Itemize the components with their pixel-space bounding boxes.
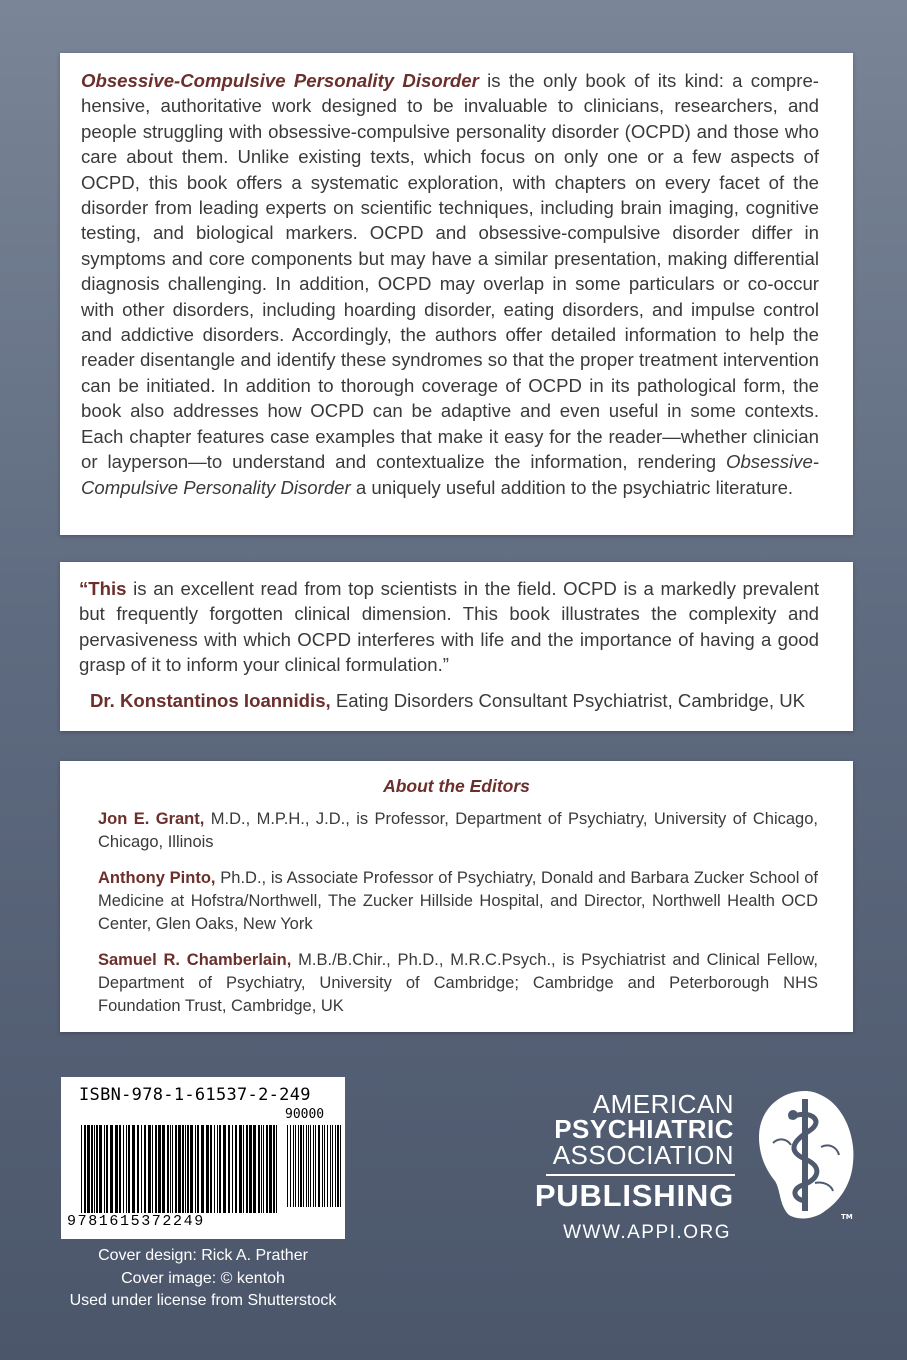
- barcode-bar: [115, 1125, 118, 1213]
- barcode-bar: [322, 1125, 323, 1207]
- barcode-bar: [197, 1125, 199, 1213]
- barcode-bar: [276, 1125, 277, 1213]
- barcode-bar: [190, 1125, 193, 1213]
- cover-image-credit: Cover image: © kentoh: [121, 1270, 285, 1287]
- barcode-bar: [104, 1125, 105, 1213]
- isbn-barcode: [61, 1077, 345, 1239]
- price-addon-label: 90000: [285, 1107, 325, 1122]
- barcode-bar: [266, 1125, 268, 1213]
- barcode-bar: [219, 1125, 221, 1213]
- barcode-bar: [96, 1125, 98, 1213]
- editor-entry: [98, 867, 818, 936]
- barcode-bar: [144, 1125, 146, 1213]
- license-credit: Used under license from Shutterstock: [69, 1292, 337, 1309]
- editor-bio: M.B./B.Chir., Ph.D., M.R.C.Psych., is Psychiatrist and Clinical Fellow, Department of Psychiatry, University of Cambridge; Cambridge and Peterborough NHS Foundation Trust, Cambridge, UK: [98, 951, 819, 1015]
- book-title-italic: Obsessive-Compulsive Personality Disorder: [81, 70, 479, 91]
- barcode-bar: [167, 1125, 169, 1213]
- barcode-bar: [128, 1125, 130, 1213]
- barcode-bar: [182, 1125, 184, 1213]
- barcode-bar: [206, 1125, 209, 1213]
- barcode-bar: [235, 1125, 237, 1213]
- editors-heading: About the Editors: [383, 776, 530, 796]
- barcode-bar: [148, 1125, 151, 1213]
- barcode-bar: [327, 1125, 328, 1207]
- barcode-bar: [258, 1125, 260, 1213]
- barcode-bar: [243, 1125, 244, 1213]
- barcode-bar: [306, 1125, 307, 1207]
- barcode-bar: [330, 1125, 331, 1207]
- barcode-bar: [340, 1125, 341, 1207]
- barcode-bar: [123, 1125, 124, 1213]
- barcode-bar: [318, 1125, 320, 1207]
- barcode-bar: [172, 1125, 173, 1213]
- endorsement-quote: [79, 576, 819, 678]
- editor-name: Jon E. Grant,: [98, 810, 205, 828]
- barcode-bar: [119, 1125, 121, 1213]
- editor-bio: Ph.D., is Associate Professor of Psychiatry, Donald and Barbara Zucker School of Medicine at Hofstra/Northwell, The Zucker Hillside Hospital, and Director, Northwell Health OCD Center, Glen Oaks, New York: [98, 869, 818, 933]
- barcode-bar: [313, 1125, 314, 1207]
- publisher-divider: [546, 1174, 735, 1176]
- editor-entry: [98, 949, 818, 1018]
- barcode-bar: [99, 1125, 102, 1213]
- barcode-bar: [141, 1125, 142, 1213]
- barcode-bar: [81, 1125, 82, 1213]
- barcode-bar: [223, 1125, 226, 1213]
- barcode-bar: [91, 1125, 93, 1213]
- barcode-bar: [303, 1125, 304, 1207]
- isbn-label: ISBN-978-1-61537-2-249: [79, 1085, 311, 1105]
- barcode-bar: [152, 1125, 153, 1213]
- barcode-bar: [214, 1125, 215, 1213]
- barcode-bar: [110, 1125, 113, 1213]
- barcode-bar: [185, 1125, 186, 1213]
- publisher-line-american: AMERICAN: [592, 1089, 734, 1119]
- quote-text: is an excellent read from top scientists in the field. OCPD is a markedly prevalent but frequently forgotten clinical dimension. This book illustrates the complexity and pervasiveness with which OCPD interferes with life and the importance of having a good grasp of it to inform your clinical formulation.”: [79, 578, 819, 676]
- endorser-role: Eating Disorders Consultant Psychiatrist, Cambridge, UK: [330, 690, 806, 711]
- barcode-bar: [195, 1125, 196, 1213]
- barcode-bar: [201, 1125, 204, 1213]
- barcode-bar: [106, 1125, 108, 1213]
- barcode-addon-bars: [287, 1125, 341, 1207]
- barcode-bar: [295, 1125, 296, 1207]
- barcode-bar: [228, 1125, 230, 1213]
- barcode-bar: [239, 1125, 242, 1213]
- quote-open: “This: [79, 578, 127, 599]
- barcode-bar: [310, 1125, 311, 1207]
- barcode-bar: [300, 1125, 302, 1207]
- barcode-bar: [263, 1125, 264, 1213]
- barcode-bar: [249, 1125, 252, 1213]
- barcode-bar: [137, 1125, 139, 1213]
- barcode-bar: [315, 1125, 316, 1207]
- trademark-label: TM: [841, 1213, 853, 1221]
- barcode-bar: [84, 1125, 86, 1213]
- barcode-bar: [210, 1125, 212, 1213]
- barcode-bar: [178, 1125, 181, 1213]
- endorsement-attribution: [90, 688, 805, 713]
- endorsement-panel: [60, 562, 853, 731]
- cover-design-credit: Cover design: Rick A. Prather: [98, 1247, 308, 1264]
- publisher-website: WWW.APPI.ORG: [563, 1222, 731, 1243]
- barcode-bar: [298, 1125, 299, 1207]
- barcode-bar: [132, 1125, 135, 1213]
- barcode-bar: [155, 1125, 157, 1213]
- barcode-bar: [287, 1125, 288, 1207]
- editor-bio: M.D., M.P.H., J.D., is Professor, Department of Psychiatry, University of Chicago, Chicago, Illinois: [98, 810, 818, 851]
- barcode-bar: [170, 1125, 171, 1213]
- barcode-bar: [246, 1125, 248, 1213]
- barcode-bar: [162, 1125, 165, 1213]
- publisher-line-publishing: PUBLISHING: [534, 1178, 734, 1213]
- description-body-2: a uniquely useful addition to the psychiatric literature.: [350, 476, 794, 498]
- barcode-bar: [332, 1125, 333, 1207]
- description-body-1: is the only book of its kind: a comprehensive, authoritative work designed to be invaluable to clinicians, researchers, and people struggling with obsessive-compulsive personality disorder (OCPD) and those who care about them. Unlike existing texts, which focus on only one or a few aspects of OCPD, this book offers a systematic exploration, with chapters on every facet of the disorder from leading experts on scientific techniques, including brain imaging, cognitive testing, and biological markers. OCPD and obsessive-compulsive disorder differ in symptoms and core components but may have a similar presentation, making differential diagnosis challenging. In addition, OCPD may overlap in some particulars or co-occur with other disorders, including hoarding disorder, eating disorders, and impulse control and addictive disorders. Accordingly, the authors offer detailed information to help the reader disentangle and identify these syndromes so that the proper treatment intervention can be initiated. In addition to thorough coverage of OCPD in its pathological form, the book also addresses how OCPD can be adaptive and even useful in some contexts. Each chapter features case examples that make it easy for the reader—whether clinician or layperson—to understand and contextualize the information, rendering: [81, 70, 819, 473]
- book-title-inline: Obsessive-Compulsive Personality Disorder: [81, 451, 819, 498]
- barcode-bars: [81, 1125, 277, 1213]
- barcode-bar: [187, 1125, 189, 1213]
- barcode-bar: [217, 1125, 218, 1213]
- barcode-bar: [293, 1125, 294, 1207]
- barcode-bar: [290, 1125, 291, 1207]
- apa-caduceus-logo-icon: [753, 1087, 858, 1222]
- description-text: [81, 68, 819, 500]
- publisher-line-association: ASSOCIATION: [552, 1140, 734, 1170]
- description-panel: [60, 53, 853, 535]
- barcode-bar: [269, 1125, 272, 1213]
- barcode-bar: [94, 1125, 95, 1213]
- barcode-bar: [126, 1125, 127, 1213]
- barcode-bar: [232, 1125, 233, 1213]
- barcode-bar: [335, 1125, 336, 1207]
- barcode-bar: [175, 1125, 177, 1213]
- editor-name: Samuel R. Chamberlain,: [98, 951, 292, 969]
- editor-name: Anthony Pinto,: [98, 869, 216, 887]
- barcode-bar: [253, 1125, 256, 1213]
- barcode-bar: [261, 1125, 262, 1213]
- barcode-bar: [158, 1125, 161, 1213]
- editors-panel: [60, 761, 853, 1032]
- barcode-bar: [87, 1125, 90, 1213]
- publisher-line-psychiatric: PSYCHIATRIC: [554, 1114, 734, 1144]
- endorser-name: Dr. Konstantinos Ioannidis,: [90, 690, 331, 711]
- barcode-number: 9781615372249: [67, 1213, 205, 1230]
- barcode-bar: [337, 1125, 339, 1207]
- barcode-bar: [324, 1125, 325, 1207]
- editor-entry: [98, 808, 818, 854]
- barcode-bar: [308, 1125, 309, 1207]
- barcode-bar: [273, 1125, 275, 1213]
